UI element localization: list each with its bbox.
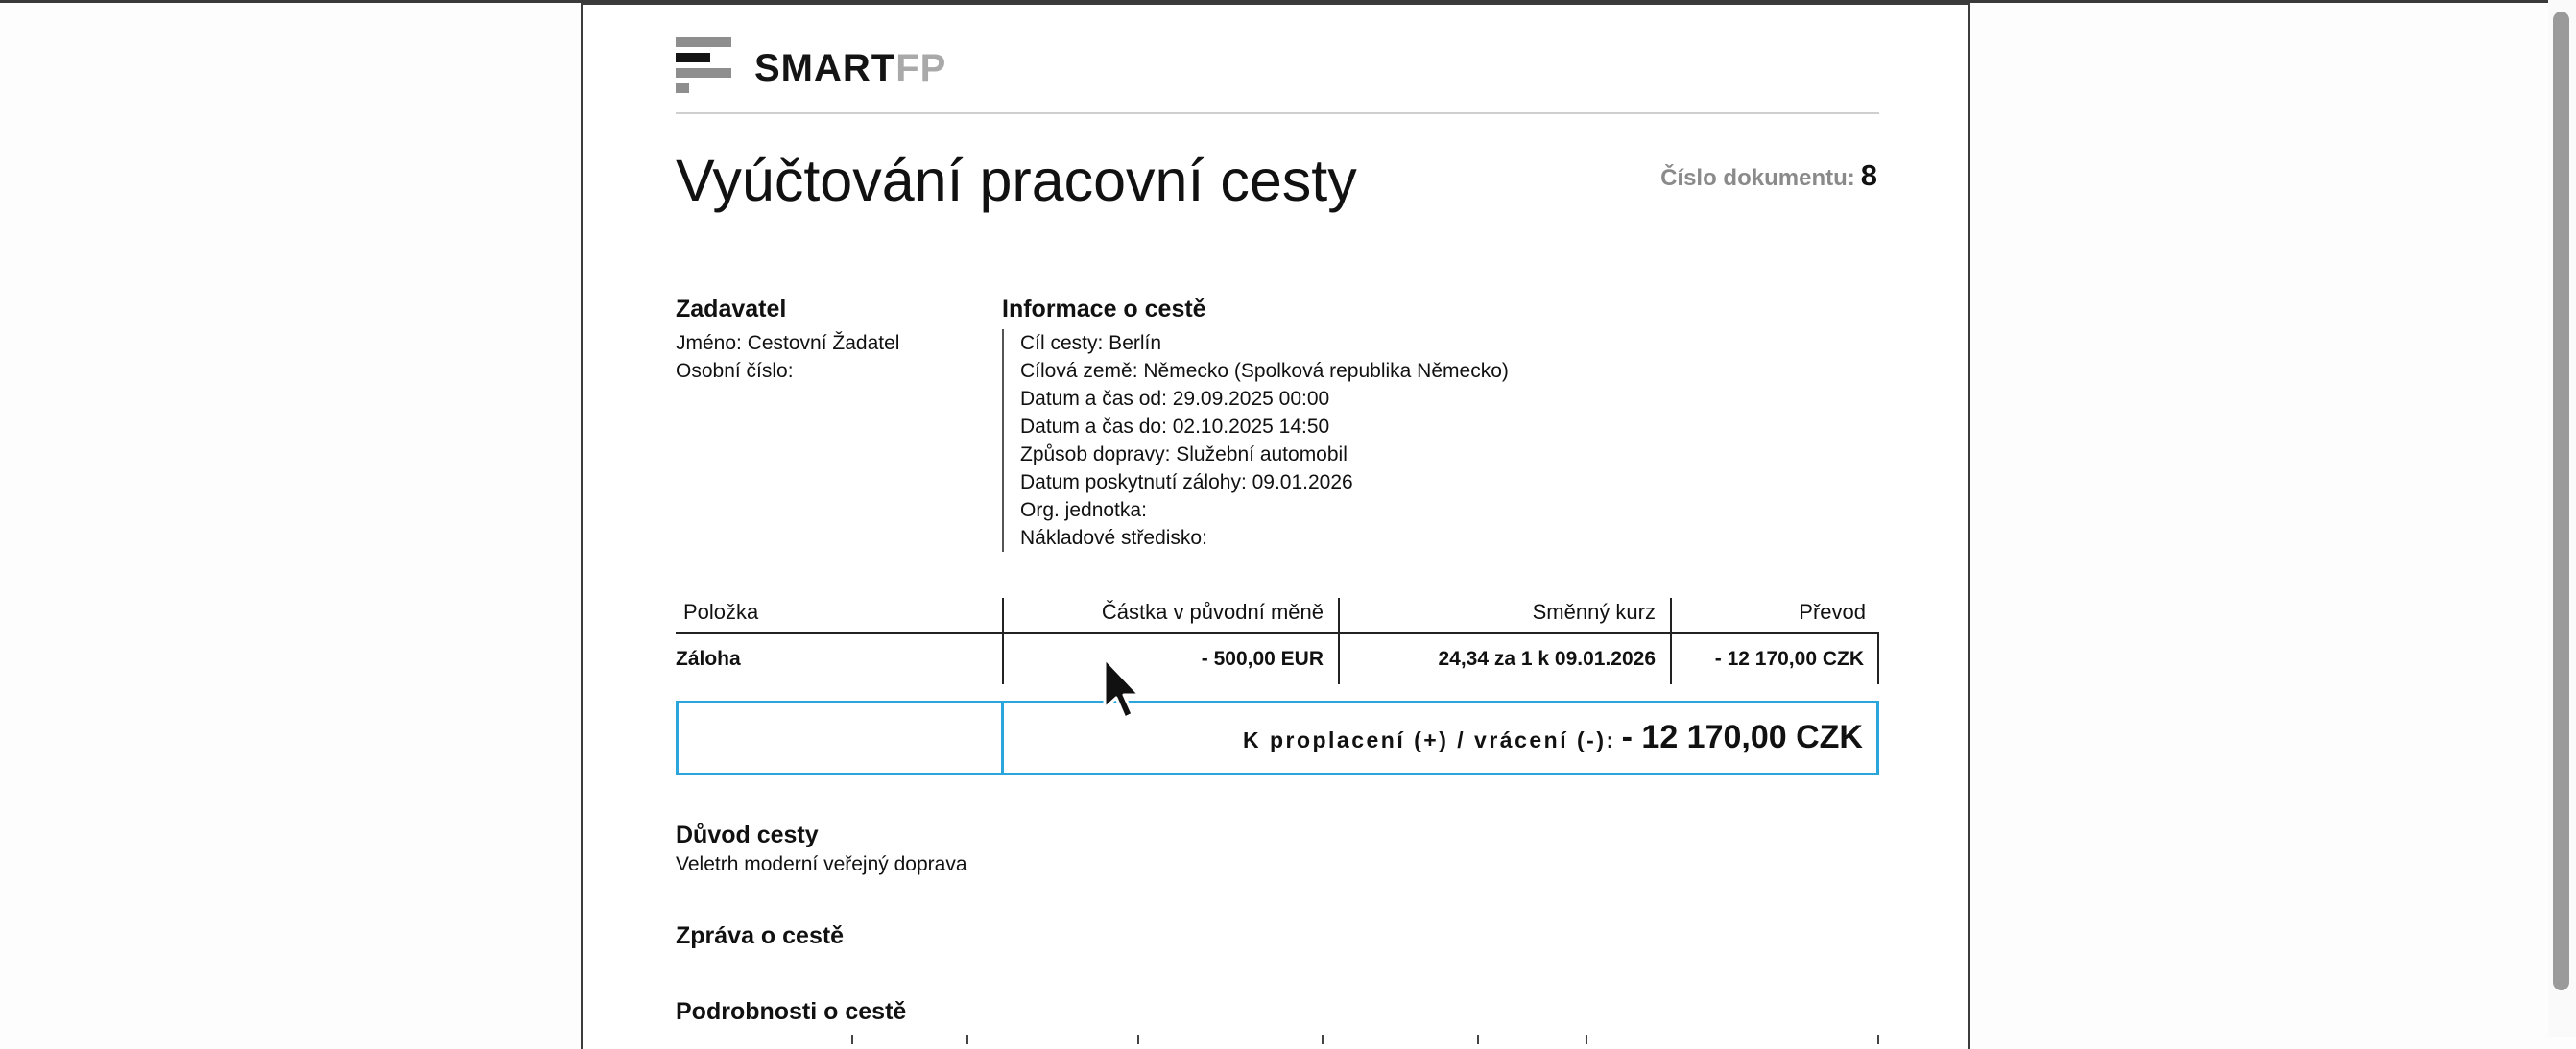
trip-destination: Cíl cesty: Berlín [1020, 332, 1162, 354]
trip-info-list [1002, 329, 1866, 552]
total-label: K proplacení (+) / vrácení (-): [1242, 727, 1616, 752]
cell-item: Záloha [676, 648, 741, 670]
settlement-table [676, 598, 1879, 684]
cell-exchange-rate: 24,34 za 1 k 09.01.2026 [1338, 634, 1670, 684]
mouse-pointer-icon [1102, 656, 1142, 723]
column-header-item: Položka [683, 600, 759, 624]
trip-info-section [1002, 296, 1866, 552]
table-row [676, 634, 1879, 684]
column-header-original-amount: Částka v původní měně [1002, 598, 1338, 634]
requester-heading: Zadavatel [676, 296, 787, 322]
cell-conversion: - 12 170,00 CZK [1670, 634, 1879, 684]
trip-info-heading: Informace o cestě [1002, 296, 1206, 322]
reason-heading: Důvod cesty [676, 822, 819, 848]
requester-personal-number: Osobní číslo: [676, 360, 794, 382]
table-header [676, 598, 1879, 634]
document-number-label: Číslo dokumentu: [1660, 165, 1855, 191]
document-number [1660, 158, 1877, 193]
requester-section [676, 296, 992, 385]
trip-date-to: Datum a čas do: 02.10.2025 14:50 [1020, 416, 1330, 438]
reason-value: Veletrh moderní veřejný doprava [676, 853, 967, 875]
document-page [581, 3, 1970, 1049]
cell-original-amount: - 500,00 EUR [1002, 634, 1338, 684]
document-number-value: 8 [1860, 158, 1877, 192]
trip-transport: Způsob dopravy: Služební automobil [1020, 443, 1348, 465]
total-summary [1243, 719, 1863, 756]
logo-text-accent: FP [895, 47, 947, 89]
document-title: Vyúčtování pracovní cesty [676, 148, 1357, 213]
total-box-divider [1001, 703, 1004, 773]
details-heading: Podrobnosti o cestě [676, 998, 907, 1025]
column-header-exchange-rate: Směnný kurz [1338, 598, 1670, 634]
trip-advance-date: Datum poskytnutí zálohy: 09.01.2026 [1020, 471, 1353, 493]
column-header-conversion: Převod [1670, 598, 1879, 634]
logo-mark-icon [676, 37, 731, 95]
trip-country: Cílová země: Německo (Spolková republika Německo) [1020, 360, 1509, 382]
total-value: - 12 170,00 CZK [1621, 719, 1863, 755]
header-divider [676, 112, 1879, 114]
trip-cost-center: Nákladové středisko: [1020, 527, 1207, 549]
trip-date-from: Datum a čas od: 29.09.2025 00:00 [1020, 388, 1330, 410]
report-heading: Zpráva o cestě [676, 922, 845, 949]
requester-name: Jméno: Cestovní Žadatel [676, 332, 900, 354]
total-box [676, 701, 1879, 775]
logo-text-main: SMART [754, 47, 896, 89]
logo-text [754, 47, 946, 90]
trip-org-unit: Org. jednotka: [1020, 499, 1147, 521]
scrollbar-thumb[interactable] [2553, 12, 2569, 990]
